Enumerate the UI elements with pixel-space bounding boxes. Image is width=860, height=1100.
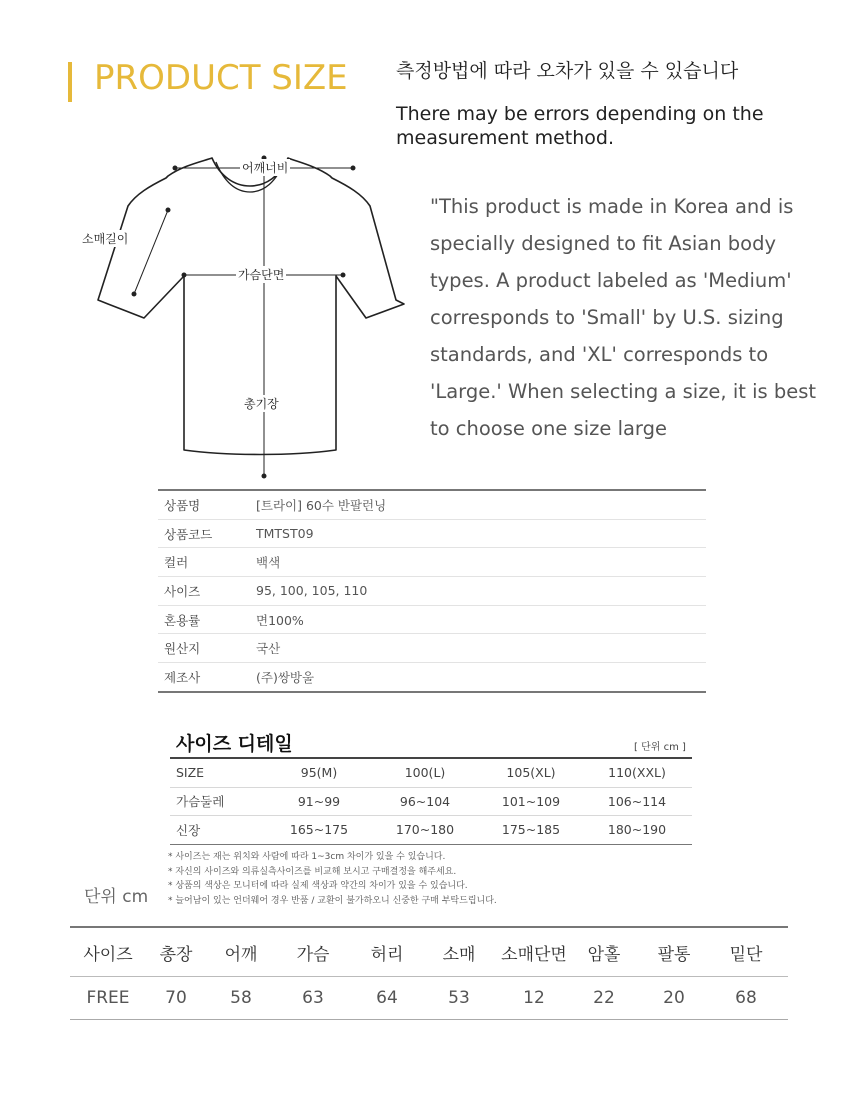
size-detail-notes <box>168 850 638 908</box>
size-detail-row <box>170 759 692 788</box>
size-detail-cell: 106~114 <box>607 793 667 809</box>
size-detail-cell: 95(M) <box>300 765 338 781</box>
info-value: 백색 <box>256 555 281 571</box>
size-detail-cell: 110(XXL) <box>608 765 666 781</box>
fit-note: "This product is made in Korea and is specially designed to fit Asian body types. A product labeled as 'Medium' corresponds to 'Small' by U.S. sizing standards, and 'XL' corresponds to 'Large.' When selecting a size, it is best to choose one size large <box>430 195 817 440</box>
info-value: [트라이] 60수 반팔런닝 <box>256 497 387 513</box>
size-detail-cell: SIZE <box>176 765 205 781</box>
size-table <box>70 926 788 1020</box>
size-detail-title: 사이즈 디테일 <box>176 733 293 755</box>
product-info-table <box>158 489 706 693</box>
info-value: 국산 <box>256 641 281 657</box>
size-cell: 20 <box>663 988 685 1008</box>
size-detail-cell: 신장 <box>176 822 201 838</box>
size-detail-cell: 101~109 <box>501 793 561 809</box>
header-cell: 총장 <box>159 944 193 965</box>
info-row <box>158 491 706 520</box>
size-cell: 63 <box>302 988 324 1008</box>
header-cell: 사이즈 <box>83 944 133 965</box>
length-label: 총기장 <box>244 397 279 411</box>
info-key: 혼용률 <box>164 612 201 628</box>
tshirt-diagram <box>70 150 410 490</box>
size-detail-cell: 96~104 <box>399 793 451 809</box>
size-note: * 자신의 사이즈와 의류실측사이즈를 비교해 보시고 구매결정을 해주세요. <box>168 866 457 877</box>
size-cell: FREE <box>86 988 130 1008</box>
size-detail-cell: 91~99 <box>297 793 341 809</box>
size-cell: 70 <box>165 988 187 1008</box>
size-detail-cell: 175~185 <box>501 822 561 838</box>
size-table-header <box>70 928 788 977</box>
info-value: 면100% <box>256 612 304 628</box>
info-row <box>158 577 706 606</box>
sleeve-label: 소매길이 <box>82 232 129 246</box>
info-row <box>158 634 706 663</box>
tshirt-outline-icon <box>70 150 410 490</box>
measurement-note-en: There may be errors depending on the measurement method. <box>396 103 764 149</box>
info-row <box>158 548 706 577</box>
page-title: PRODUCT SIZE <box>94 58 348 98</box>
info-key: 컬러 <box>164 555 189 571</box>
shoulder-label: 어깨너비 <box>242 161 289 175</box>
info-key: 제조사 <box>164 669 201 685</box>
info-value: 95, 100, 105, 110 <box>256 583 368 599</box>
size-detail-cell: 105(XL) <box>506 765 556 781</box>
size-cell: 68 <box>735 988 757 1008</box>
size-cell: 53 <box>448 988 470 1008</box>
size-cell: 22 <box>593 988 615 1008</box>
size-note: * 늘어남이 있는 언더웨어 경우 반품 / 교환이 불가하오니 신중한 구매 부탁드립니다. <box>168 895 497 906</box>
header-cell: 가슴 <box>296 944 330 965</box>
size-detail-cell: 가슴둘레 <box>176 794 225 810</box>
chest-label: 가슴단면 <box>238 268 285 282</box>
header-cell: 소매 <box>442 944 476 965</box>
info-key: 사이즈 <box>164 583 201 599</box>
info-row <box>158 663 706 691</box>
size-detail-table <box>170 757 692 845</box>
size-detail-cell: 100(L) <box>404 765 446 781</box>
size-cell: 58 <box>230 988 252 1008</box>
measurement-note-kr: 측정방법에 따라 오차가 있을 수 있습니다 <box>396 60 739 82</box>
size-detail-unit: [ 단위 cm ] <box>634 742 686 753</box>
size-detail-cell: 170~180 <box>395 822 455 838</box>
title-accent-bar <box>68 62 72 102</box>
info-key: 상품코드 <box>164 526 213 542</box>
header-cell: 팔통 <box>657 944 691 965</box>
header-cell: 허리 <box>370 944 404 965</box>
size-note: * 사이즈는 재는 위치와 사람에 따라 1~3cm 차이가 있을 수 있습니다. <box>168 852 446 862</box>
info-row <box>158 606 706 635</box>
size-cell: 64 <box>376 988 398 1008</box>
unit-label: 단위 cm <box>84 887 149 907</box>
info-value: TMTST09 <box>256 526 314 542</box>
info-row <box>158 520 706 549</box>
size-cell: 12 <box>523 988 545 1008</box>
header-cell: 어깨 <box>224 944 258 965</box>
info-key: 원산지 <box>164 641 201 657</box>
size-detail-cell: 180~190 <box>607 822 667 838</box>
size-detail-cell: 165~175 <box>289 822 349 838</box>
header-cell: 밑단 <box>729 944 763 965</box>
size-detail-row <box>170 788 692 817</box>
size-detail-row <box>170 816 692 844</box>
size-note: * 상품의 색상은 모니터에 따라 실제 색상과 약간의 차이가 있을 수 있습니다. <box>168 881 468 891</box>
info-value: (주)쌍방울 <box>256 669 315 685</box>
header-cell: 소매단면 <box>501 944 567 965</box>
size-table-row <box>70 977 788 1019</box>
info-key: 상품명 <box>164 497 201 513</box>
header-cell: 암홀 <box>587 944 621 965</box>
